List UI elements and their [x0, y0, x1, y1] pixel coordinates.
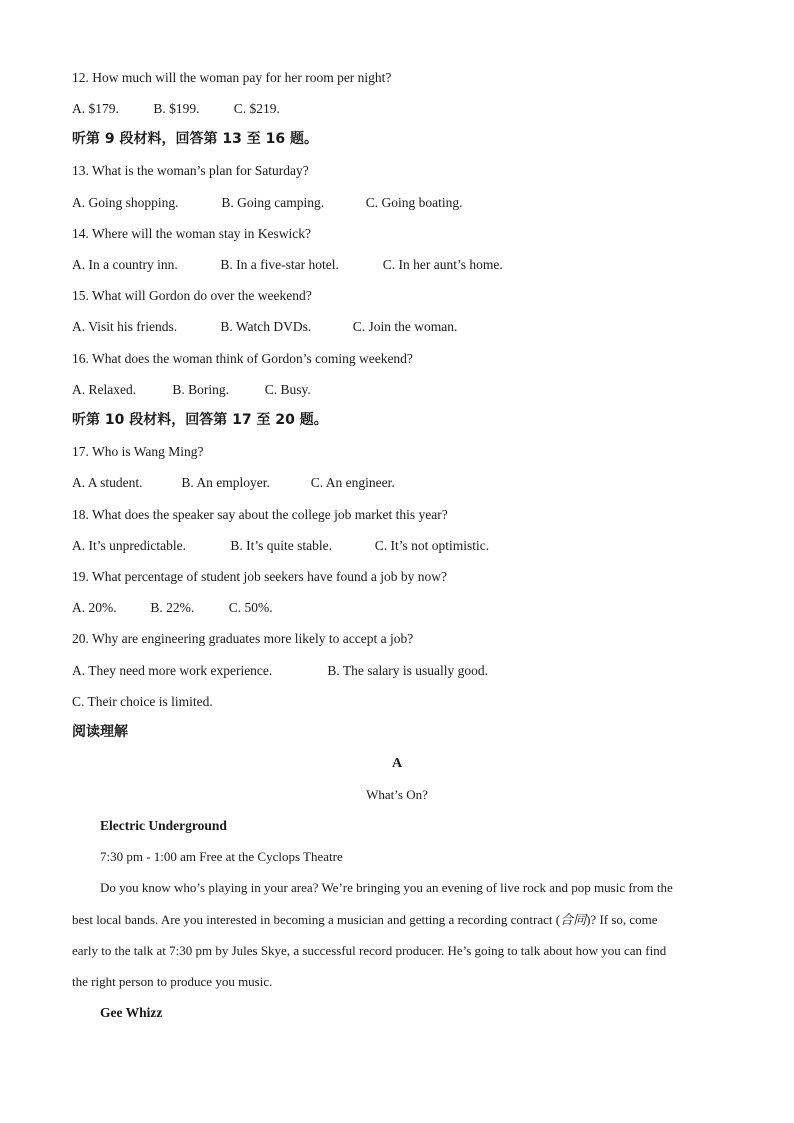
question-18: 18. What does the speaker say about the college job market this year? [72, 507, 448, 522]
question-19-options [72, 600, 273, 616]
event-name-electric-underground: Electric Underground [100, 818, 227, 833]
passage-letter: A [391, 756, 403, 771]
event-name-gee-whizz: Gee Whizz [100, 1005, 163, 1020]
option-b: B. Watch DVDs. [220, 319, 312, 334]
option-b: B. In a five-star hotel. [220, 257, 339, 272]
question-16-options [72, 382, 311, 398]
question-20-option-c: C. Their choice is limited. [72, 694, 213, 709]
chinese-gloss: 合同 [560, 912, 587, 927]
option-a: A. It’s unpredictable. [72, 538, 186, 553]
question-15: 15. What will Gordon do over the weekend? [72, 288, 312, 303]
question-17: 17. Who is Wang Ming? [72, 444, 204, 459]
option-c: C. Going boating. [365, 195, 463, 210]
option-b: B. It’s quite stable. [230, 538, 332, 553]
option-a: A. Relaxed. [72, 382, 137, 397]
option-b: B. Boring. [172, 382, 230, 397]
paragraph-line: early to the talk at 7:30 pm by Jules Skye, a successful record producer. He’s going to talk about how you can find [72, 943, 667, 958]
option-c: C. 50%. [228, 600, 273, 615]
option-c: C. It’s not optimistic. [374, 538, 490, 553]
option-c: C. Busy. [264, 382, 311, 397]
option-b: B. The salary is usually good. [327, 663, 488, 678]
option-b: B. 22%. [150, 600, 195, 615]
option-c: C. An engineer. [310, 475, 395, 490]
option-c: C. $219. [233, 101, 280, 116]
question-14: 14. Where will the woman stay in Keswick? [72, 226, 311, 241]
question-15-options [72, 319, 457, 335]
passage-title: What’s On? [366, 787, 428, 802]
question-19: 19. What percentage of student job seekers have found a job by now? [72, 569, 448, 584]
option-a: A. $179. [72, 101, 119, 116]
paragraph-line [72, 912, 658, 928]
event-time: 7:30 pm - 1:00 am Free at the Cyclops Theatre [100, 849, 343, 864]
option-a: A. In a country inn. [72, 257, 178, 272]
option-b: B. $199. [153, 101, 200, 116]
question-12-options [72, 101, 280, 117]
text-span: )? If so, come [586, 912, 658, 927]
option-c: C. In her aunt’s home. [382, 257, 503, 272]
question-13-options [72, 195, 463, 211]
question-12: 12. How much will the woman pay for her room per night? [72, 70, 392, 85]
question-13: 13. What is the woman’s plan for Saturday? [72, 163, 309, 178]
question-16: 16. What does the woman think of Gordon’s coming weekend? [72, 351, 413, 366]
text-span: best local bands. Are you interested in becoming a musician and getting a recording contract ( [72, 912, 561, 927]
question-20-options [72, 663, 488, 679]
reading-section-header: 阅读理解 [72, 724, 128, 740]
paragraph-line: the right person to produce you music. [72, 974, 273, 989]
option-c: C. Join the woman. [352, 319, 458, 334]
question-20: 20. Why are engineering graduates more likely to accept a job? [72, 631, 414, 646]
option-a: A. 20%. [72, 600, 117, 615]
option-a: A. Visit his friends. [72, 319, 178, 334]
option-a: A. A student. [72, 475, 143, 490]
option-b: B. An employer. [181, 475, 270, 490]
section-10-header: 听第 10 段材料，回答第 17 至 20 题。 [72, 412, 328, 428]
question-18-options [72, 538, 489, 554]
paragraph-line: Do you know who’s playing in your area? We’re bringing you an evening of live rock and pop music from the [100, 880, 673, 895]
question-14-options [72, 257, 503, 273]
question-17-options [72, 475, 395, 491]
option-a: A. Going shopping. [72, 195, 179, 210]
option-a: A. They need more work experience. [72, 663, 273, 678]
section-9-header: 听第 9 段材料，回答第 13 至 16 题。 [72, 131, 318, 147]
option-b: B. Going camping. [221, 195, 325, 210]
